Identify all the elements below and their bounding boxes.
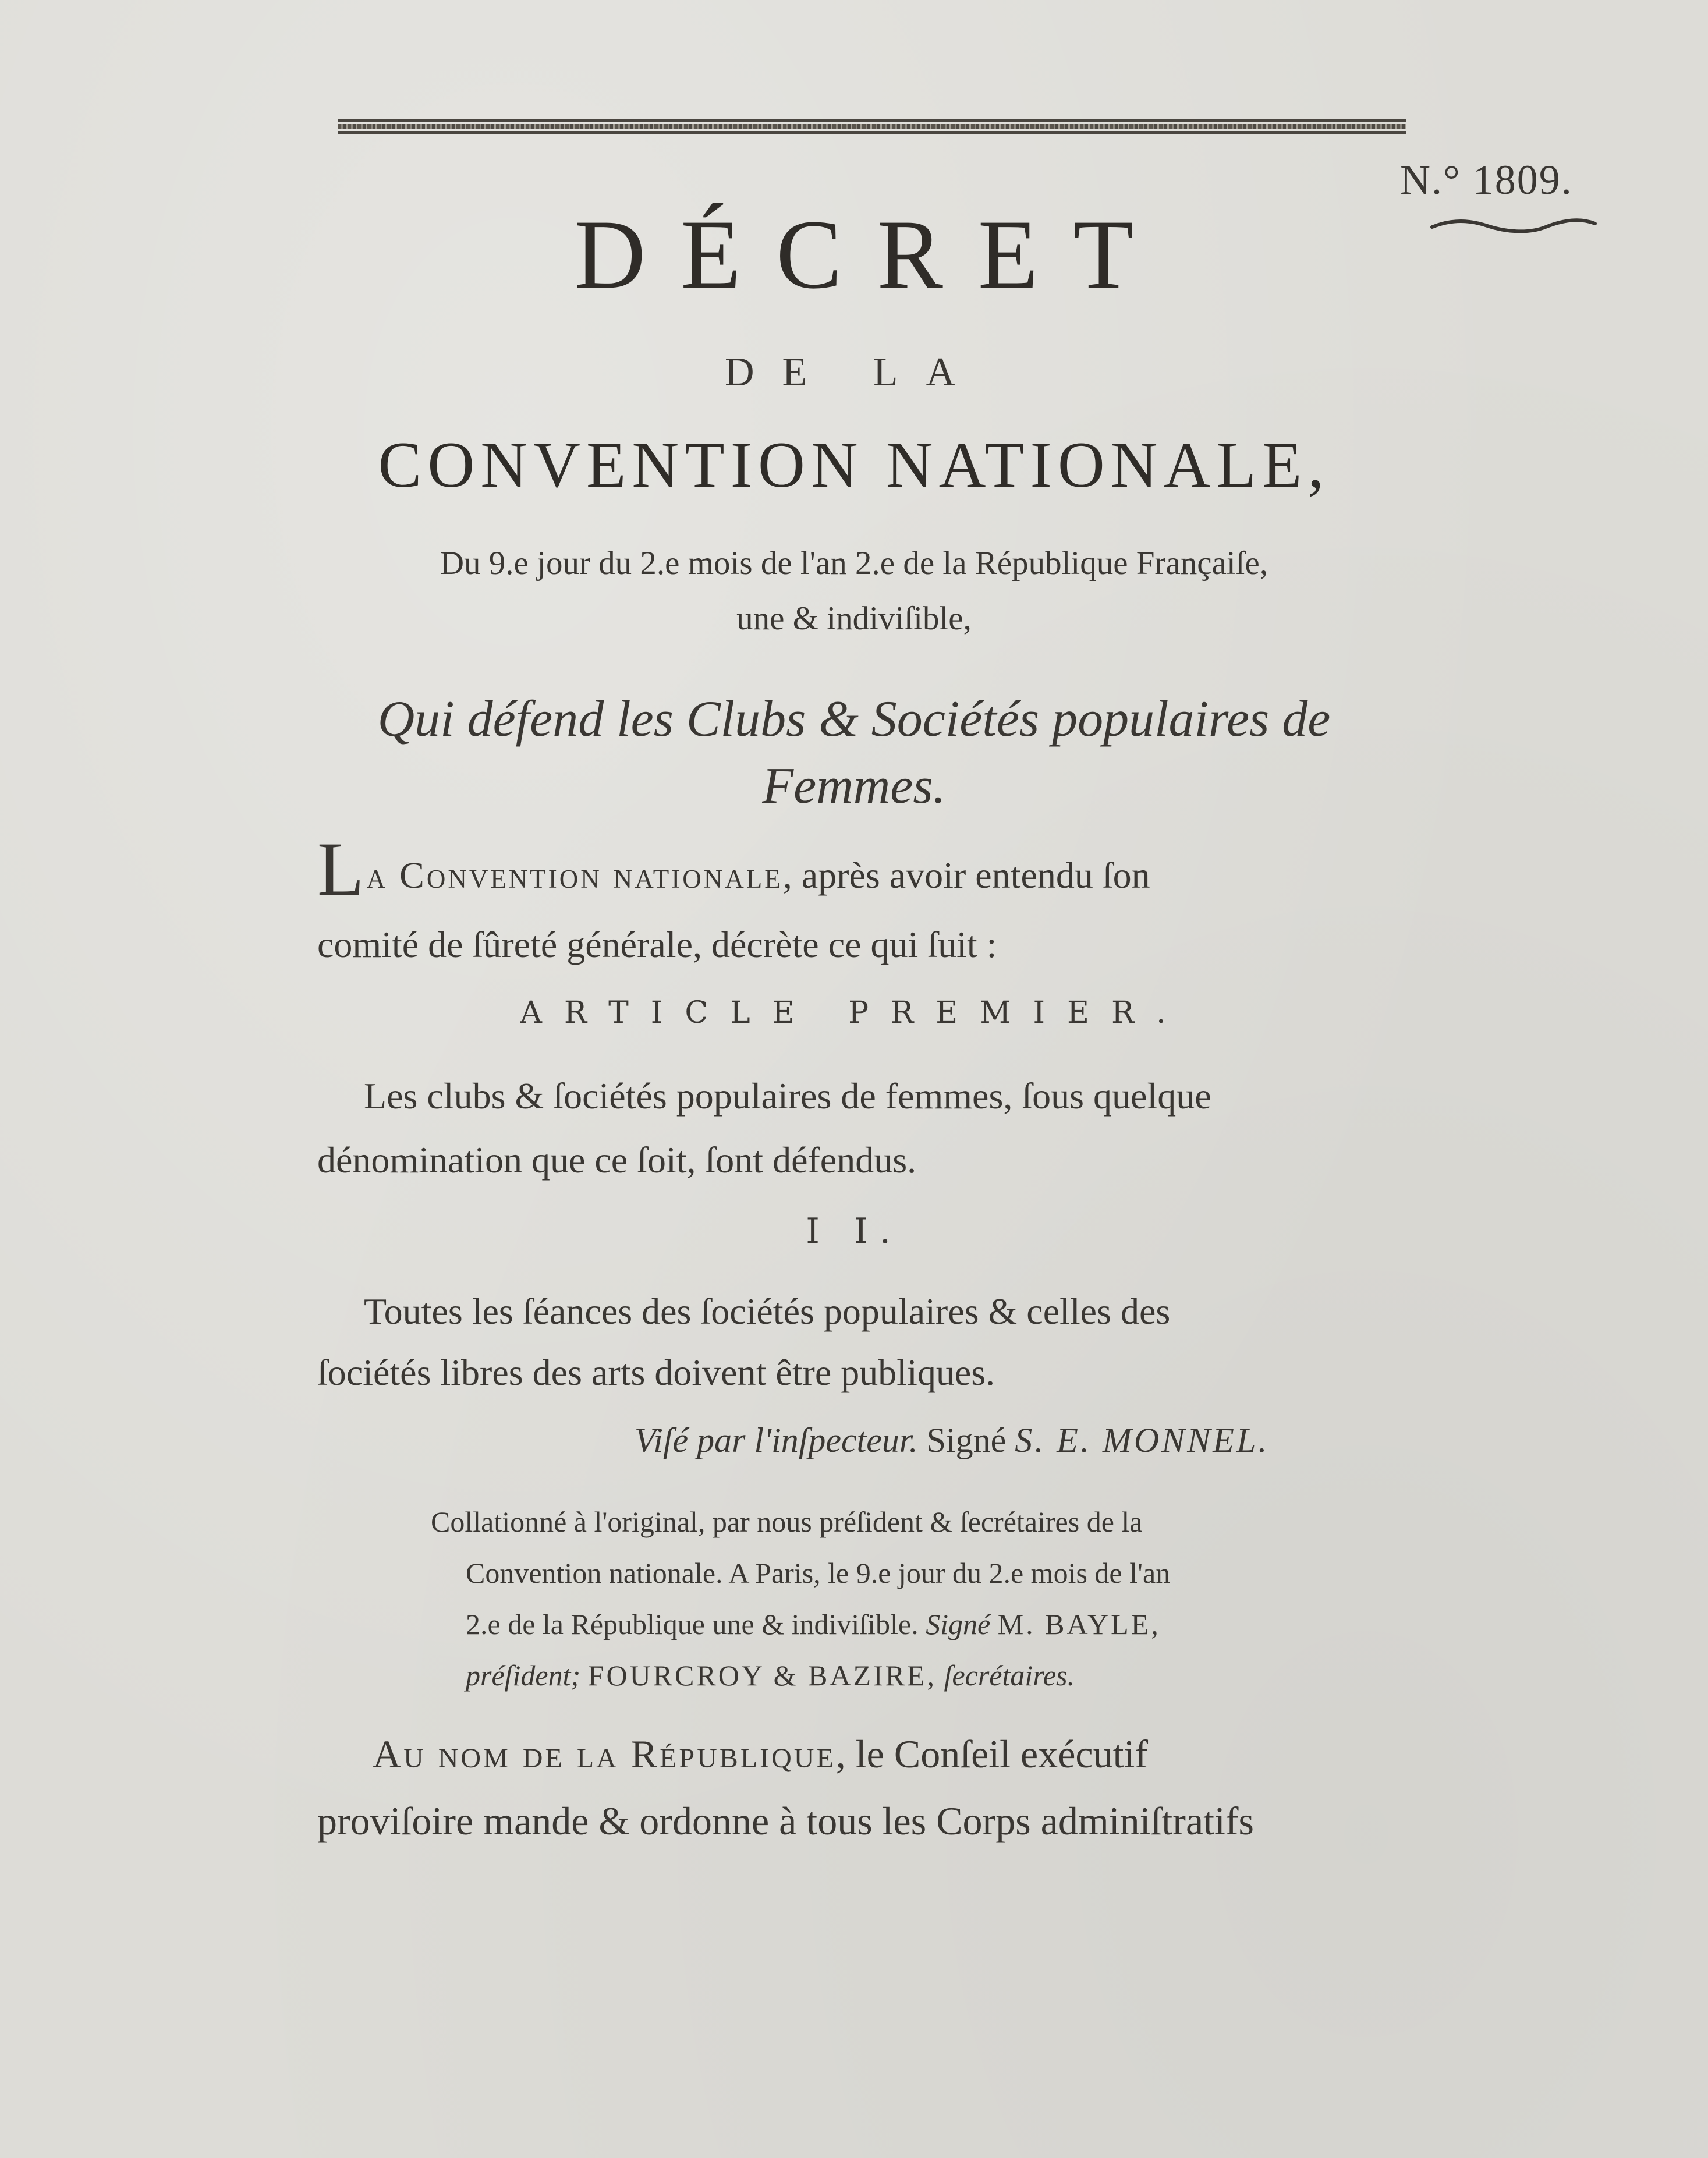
article-1-line-1: Les clubs & ſociétés populaires de femmes, ſous quelque (364, 1075, 1211, 1117)
closing-line-2: proviſoire mande & ordonne à tous les Corps adminiſtratifs (317, 1799, 1255, 1843)
closing-smallcaps: Au nom de la République (373, 1732, 836, 1776)
collation-line-3 (466, 1599, 1409, 1650)
date-line-1: Du 9.e jour du 2.e mois de l'an 2.e de la République Françaiſe, (440, 545, 1268, 582)
article-2-heading: I I. (806, 1211, 902, 1252)
vise-label: Viſé par l'inſpecteur. (635, 1421, 918, 1459)
collation-secretaries-names: FOURCROY & BAZIRE, (587, 1659, 937, 1692)
collation-signe: Signé (926, 1608, 991, 1640)
assembly-heading: CONVENTION NATIONALE, (378, 429, 1330, 501)
decree-title: DÉCRET (574, 200, 1169, 309)
preamble-line-2: comité de ſûreté générale, décrète ce qui ſuit : (317, 924, 997, 965)
subject-line-1: Qui défend les Clubs & Sociétés populaires de (377, 691, 1331, 747)
article-1-heading: ARTICLE PREMIER. (520, 995, 1188, 1030)
vise-name: S. E. MONNEL. (1015, 1421, 1270, 1459)
preamble-rest: , après avoir entendu ſon (782, 855, 1150, 896)
article-1-line-2: dénomination que ce ſoit, ſont défendus. (317, 1139, 917, 1181)
decree-number: N.° 1809. (1400, 157, 1573, 203)
article-2-line-2: ſociétés libres des arts doivent être publiques. (317, 1352, 995, 1393)
collation-secretaries-title: ſecrétaires. (944, 1659, 1075, 1692)
subject-line-2: Femmes. (762, 758, 946, 814)
collation-president-title: préſident; (466, 1659, 581, 1692)
collation-line-2: Convention nationale. A Paris, le 9.e jour du 2.e mois de l'an (466, 1557, 1171, 1589)
header-ornament-rule (338, 116, 1406, 136)
vise-signature-line (635, 1420, 1269, 1461)
collation-line-1: Collationné à l'original, par nous préſident & ſecrétaires de la (431, 1505, 1143, 1538)
closing-rest: , le Conſeil exécutif (835, 1732, 1149, 1776)
de-la-heading: DE LA (724, 350, 984, 395)
date-line-2: une & indiviſible, (736, 600, 972, 637)
article-2-line-1: Toutes les ſéances des ſociétés populaires & celles des (364, 1291, 1171, 1332)
drop-cap: L (317, 826, 364, 912)
preamble-line-1 (317, 826, 1412, 912)
vise-signe: Signé (926, 1421, 1007, 1459)
collation-president-name: M. BAYLE, (997, 1608, 1161, 1640)
collation-line-3-text: 2.e de la République une & indiviſible. (466, 1608, 919, 1640)
closing-line-1 (373, 1723, 1467, 1785)
collation-line-4 (466, 1650, 1409, 1701)
preamble-smallcaps: a Convention nationale (366, 855, 783, 896)
